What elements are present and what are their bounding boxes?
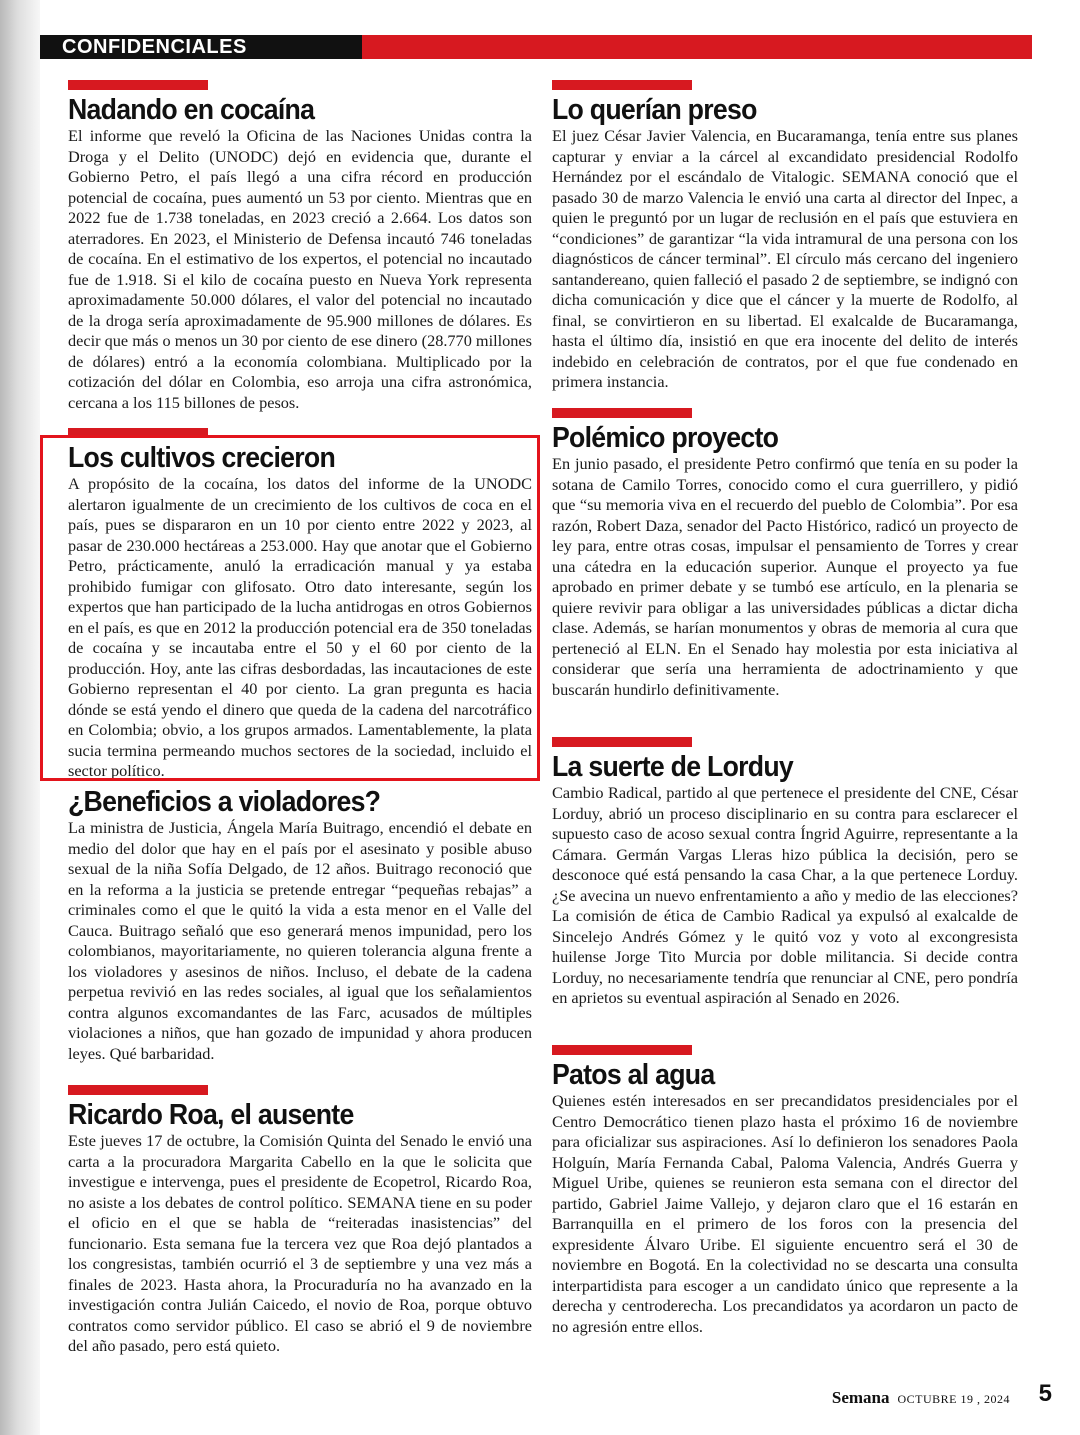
article-title: Nadando en cocaína bbox=[68, 94, 315, 126]
article-body: Cambio Radical, partido al que pertenece el presidente del CNE, César Lorduy, abrió un proceso disciplinario en su contra para esclarecer el supuesto caso de acoso sexual contra Íngrid Aguirre, representante a la Cámara. Germán Vargas Lleras hizo pública la decisión, pero se desconoce qué está pensando la casa Char, a la que pertenece Lorduy. ¿Se avecina un nuevo enfrentamiento a año y medio de las elecciones? La comisión de ética de Cambio Radical ya expulsó al exalcalde de Sincelejo Andrés Gómez y le quitó voz y voto al excongresista huilense Jorge Tito Murcia por doble militancia. Si decide contra Lorduy, no necesariamente tendría que renunciar al CNE, pero pondría en aprietos su eventual aspiración al Senado en 2026. bbox=[552, 783, 1018, 1007]
section-label: CONFIDENCIALES bbox=[62, 36, 247, 58]
article-body: Quienes estén interesados en ser precandidatos presidenciales por el Centro Democrático tienen plazo hasta el próximo 16 de noviembre para oficializar sus aspiraciones. Así lo definieron los senadores Paola Holguín, María Fernanda Cabal, Paloma Valencia, Andrés Guerra y Miguel Uribe, quienes se reunieron esta semana con el director del partido, Gabriel Jaime Vallejo, y dejaron claro que el 16 estarán en Barranquilla en el primero de los foros con la presencia del expresidente Álvaro Uribe. El siguiente encuentro será el 30 de noviembre en Bogotá. En la colectividad no se descarta una consulta interpartidista para escoger a un candidato único que represente a la derecha y centroderecha. Los precandidatos ya acordaron un pacto de no agresión entre ellos. bbox=[552, 1091, 1018, 1336]
article-body: La ministra de Justicia, Ángela María Buitrago, encendió el debate en medio del dolor que hay en el país por el asesinato y posible abuso sexual de la niña Sofía Delgado, de 12 años. Buitrago reconoció que en la reforma a la justicia se pretende entregar “pequeñas rebajas” a criminales como el que le quitó la vida a esta menor en el Valle del Cauca. Buitrago señaló que eso generará menos impunidad, pero los colombianos, mayoritariamente, no quieren tolerancia alguna frente a los violadores y asesinos de niños. Incluso, el debate de la cadena perpetua revivió en las redes sociales, al igual que los señalamientos contra algunos excomandantes de las Farc, acusados de múltiples violaciones a niños, que han gozado de impunidad y ahora producen leyes. Qué barbaridad. bbox=[68, 818, 532, 1063]
issue-date: OCTUBRE 19 , 2024 bbox=[897, 1392, 1010, 1406]
article-title: Polémico proyecto bbox=[552, 422, 779, 454]
section-header-bar bbox=[40, 35, 1032, 59]
article-title: La suerte de Lorduy bbox=[552, 751, 794, 783]
article-title: ¿Beneficios a violadores? bbox=[68, 786, 381, 818]
article-accent-bar bbox=[552, 80, 692, 90]
article-body: A propósito de la cocaína, los datos del informe de la UNODC alertaron igualmente de un crecimiento de los cultivos de coca en el país, pues se dispararon en un 10 por ciento entre 2022 y 2023, al pasar de 230.000 hectáreas a 253.000. Hay que anotar que el Gobierno Petro, prácticamente, anuló la erradicación manual y ya estaba prohibido fumigar con glifosato. Otro dato interesante, según los expertos que han participado de la lucha antidrogas en otros Gobiernos en el país, es que en 2012 la producción potencial era de 350 toneladas de cocaína y se incautaba entre el 50 y el 60 por ciento de la producción. Hoy, ante las cifras desbordadas, las incautaciones de este Gobierno representan el 40 por ciento. La gran pregunta es hacia dónde se está yendo el dinero que queda de la cadena del narcotráfico en Colombia; obvio, a los grupos armados. Lamentablemente, la plata sucia termina permeando muchos sectores de la sociedad, incluido el sector político. bbox=[68, 474, 532, 780]
article-title: Los cultivos crecieron bbox=[68, 442, 336, 474]
article-accent-bar bbox=[68, 80, 208, 90]
article-la-suerte-de-lorduy bbox=[552, 737, 1018, 1009]
magazine-name: Semana bbox=[831, 1388, 890, 1407]
article-body: El juez César Javier Valencia, en Bucaramanga, tenía entre sus planes capturar y enviar a la cárcel al excandidato presidencial Rodolfo Hernández por el escándalo de Vitalogic. SEMANA conoció que el pasado 30 de marzo Valencia le envió una carta al director del Inpec, a quien le preguntó por un lugar de reclusión en el país que estuviera en “condiciones” de garantizar “la vida intramural de una persona con los diagnósticos de cáncer terminal”. El círculo más cercano del ingeniero santandereano, quien falleció el pasado 2 de septiembre, se indignó con dicha comunicación y dice que el cáncer y la muerte de Rodolfo, al final, se convirtieron en su libertad. El exalcalde de Bucaramanga, hasta el último día, insistió en que era inocente del delito de interés indebido en celebración de contratos, por el que fue condenado en primera instancia. bbox=[552, 126, 1018, 391]
page-spine-shadow bbox=[0, 0, 40, 1435]
article-body: El informe que reveló la Oficina de las Naciones Unidas contra la Droga y el Delito (UNODC) dejó en evidencia que, durante el Gobierno Petro, el país llegó a una cifra récord en producción potencial de cocaína, pues aumentó un 53 por ciento. Mientras que en 2022 fue de 1.738 toneladas, en 2023 creció a 2.664. Los datos son aterradores. En 2023, el Ministerio de Defensa incautó 746 toneladas de cocaína. En el estimativo de los expertos, el potencial no incautado fue de 1.918. Si el kilo de cocaína puesto en Nueva York representa aproximadamente 50.000 dólares, el valor del potencial no incautado de la droga sería aproximadamente de 95.900 millones de dólares. Es decir que más o menos un 30 por ciento de ese dinero (28.770 millones de dólares) entró a la economía colombiana. Multiplicado por la cotización del dólar en Colombia, eso arroja una cifra astronómica, cercana a los 115 billones de pesos. bbox=[68, 126, 532, 412]
article-lo-querian-preso bbox=[552, 80, 1018, 393]
article-ricardo-roa-el-ausente bbox=[68, 1085, 532, 1357]
article-accent-bar bbox=[552, 737, 692, 747]
article-patos-al-agua bbox=[552, 1045, 1018, 1337]
highlight-box bbox=[40, 435, 540, 781]
article-accent-bar bbox=[552, 408, 692, 418]
article-polemico-proyecto bbox=[552, 408, 1018, 700]
article-accent-bar bbox=[552, 1045, 692, 1055]
article-nadando-en-cocaina bbox=[68, 80, 532, 413]
section-header-red bbox=[362, 35, 1032, 59]
article-title: Patos al agua bbox=[552, 1059, 715, 1091]
article-body: En junio pasado, el presidente Petro confirmó que tenía en su poder la sotana de Camilo Torres, conocido como el cura guerrillero, y pidió que “su memoria viva en el recuerdo del pueblo de Colombia”. Por esa razón, Robert Daza, senador del Pacto Histórico, radicó un proyecto de ley para, entre otras cosas, impulsar el pensamiento de Torres y crear una cátedra en la educación superior. Aunque el proyecto ya fue aprobado en primer debate y se tumbó ese artículo, en la plenaria se quiere revivir para obligar a las universidades públicas a dictar dicha clase. Además, se harían monumentos y obras de memoria al cura que perteneció al ELN. En el Senado hay molestia por esta iniciativa al considerar que sería una herramienta de adoctrinamiento y que buscarán hundirlo definitivamente. bbox=[552, 454, 1018, 699]
page-footer bbox=[831, 1380, 1052, 1408]
page-number: 5 bbox=[1038, 1380, 1052, 1407]
article-accent-bar bbox=[68, 1085, 208, 1095]
article-beneficios-a-violadores bbox=[68, 782, 532, 1064]
article-title: Ricardo Roa, el ausente bbox=[68, 1099, 354, 1131]
article-body: Este jueves 17 de octubre, la Comisión Quinta del Senado le envió una carta a la procuradora Margarita Cabello en la que le solicita que investigue e intervenga, pues el presidente de Ecopetrol, Ricardo Roa, no asiste a los debates de control político. SEMANA tiene en su poder el oficio en el que se habla de “reiteradas inasistencias” del funcionario. Esta semana fue la tercera vez que Roa dejó plantados a los congresistas, también ocurrió el 3 de septiembre y una vez más a finales de 2023. Hasta ahora, la Procuraduría no ha avanzado en la investigación contra Julián Caicedo, el novio de Roa, porque obtuvo contratos como servidor público. El caso se abrió el 9 de noviembre del año pasado, pero está quieto. bbox=[68, 1131, 532, 1355]
article-title: Lo querían preso bbox=[552, 94, 757, 126]
